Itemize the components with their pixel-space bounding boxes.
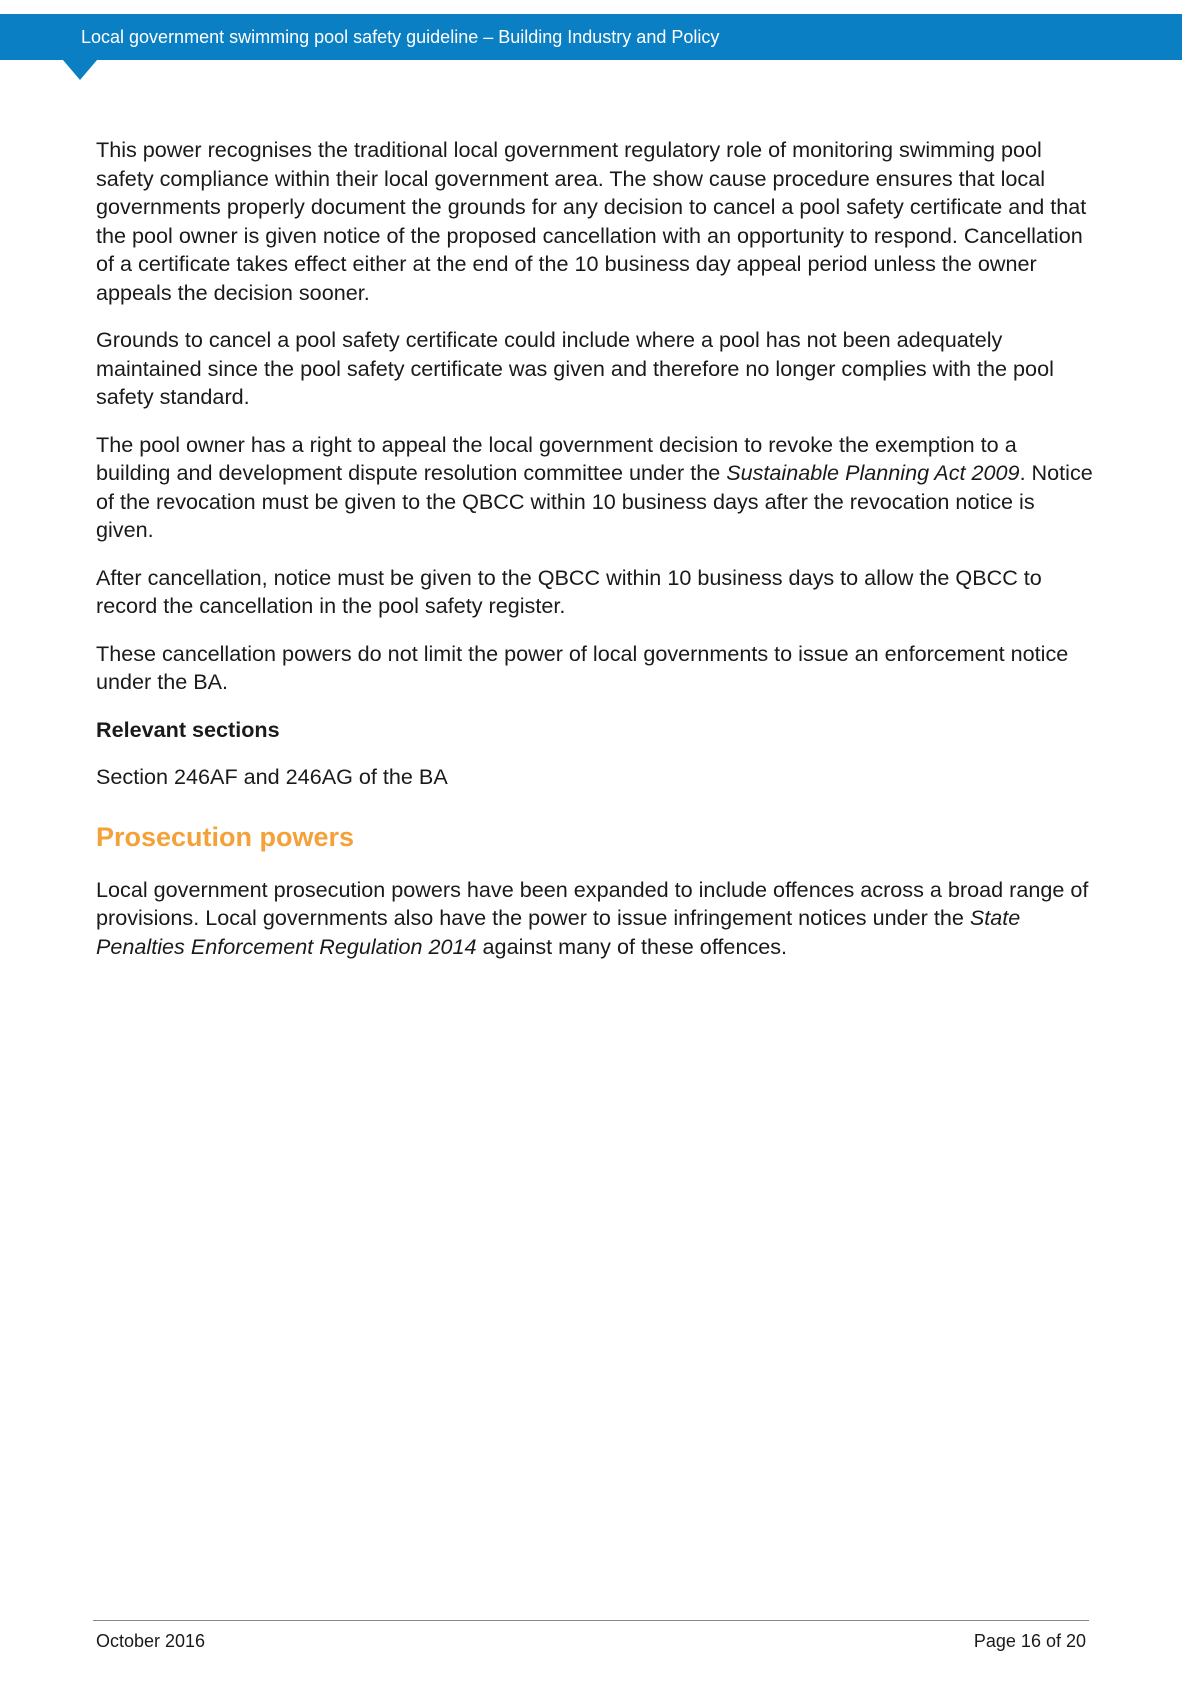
paragraph-after-cancellation: After cancellation, notice must be given to the QBCC within 10 business days to allow the QBCC to record the cancellation in the pool safety register.	[96, 564, 1042, 618]
paragraph-enforcement: These cancellation powers do not limit the power of local governments to issue an enforcement notice under the BA.	[96, 640, 1069, 694]
paragraph-prosecution	[96, 876, 1096, 962]
relevant-sections-heading: Relevant sections	[96, 716, 280, 742]
prosecution-powers-heading: Prosecution powers	[96, 821, 355, 852]
appeal-text-before: The pool owner has a right to appeal the local government decision to revoke the exemption to a building and development dispute resolution committee under the	[96, 431, 1017, 485]
document-header-title: Local government swimming pool safety guideline – Building Industry and Policy	[81, 27, 720, 47]
regulation-title: State Penalties Enforcement Regulation 2014	[96, 905, 1021, 959]
prosecution-text-before: Local government prosecution powers have been expanded to include offences across a broad range of provisions. Local governments also have the power to issue infringement notices under the	[96, 876, 1089, 930]
act-title: Sustainable Planning Act 2009	[726, 460, 1020, 485]
paragraph-show-cause: This power recognises the traditional local government regulatory role of monitoring swimming pool safety compliance within their local government area. The show cause procedure ensures that local governments properly document the grounds for any decision to cancel a pool safety certificate and that the pool owner is given notice of the proposed cancellation with an opportunity to respond. Cancellation of a certificate takes effect either at the end of the 10 business day appeal period unless the owner appeals the decision sooner.	[96, 137, 1087, 305]
header-notch	[63, 60, 97, 80]
relevant-sections-text: Section 246AF and 246AG of the BA	[96, 764, 448, 789]
footer-page-number: Page 16 of 20	[973, 1631, 1086, 1651]
paragraph-grounds: Grounds to cancel a pool safety certificate could include where a pool has not been adequately maintained since the pool safety certificate was given and therefore no longer complies with the pool safety standard.	[96, 327, 1054, 409]
prosecution-text-after: against many of these offences.	[476, 933, 788, 959]
page-content	[96, 136, 1096, 980]
footer-date: October 2016	[96, 1631, 206, 1651]
footer-divider	[93, 1620, 1089, 1621]
paragraph-appeal	[96, 431, 1096, 545]
appeal-text-after: . Notice of the revocation must be given to the QBCC within 10 business days after the revocation notice is given.	[96, 460, 1093, 542]
